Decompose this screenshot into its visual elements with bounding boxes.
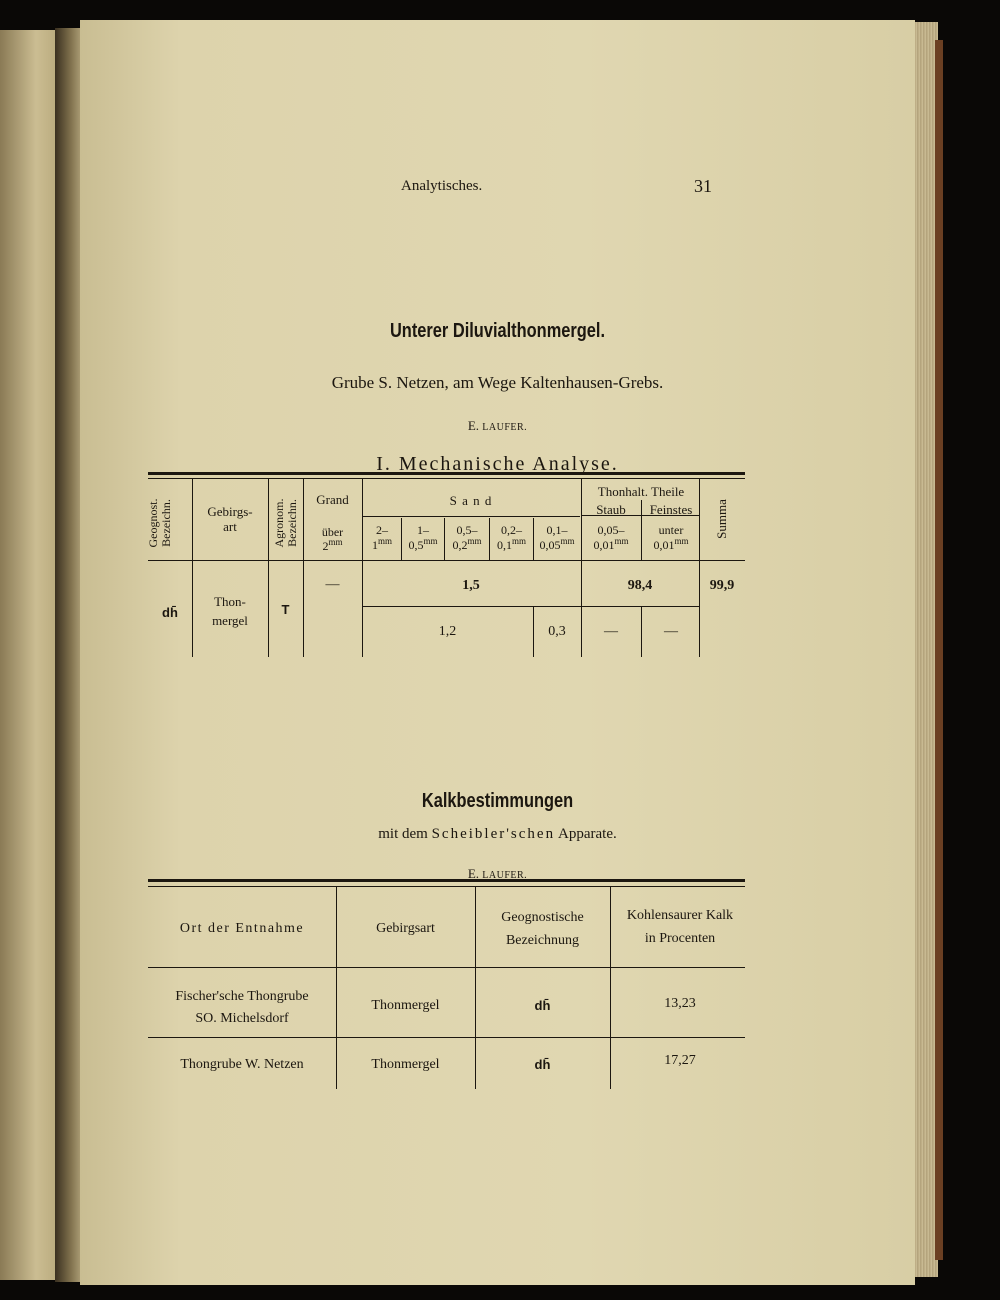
kalk-header-gebirgsart: Gebirgsart <box>376 921 435 936</box>
section-title-2: Kalkbestimmungen <box>421 790 574 812</box>
row-geognost: dh̄ <box>162 605 178 620</box>
row-sand-total: 1,5 <box>462 578 480 593</box>
row-feinstes: — <box>664 624 678 639</box>
header-summa: Summa <box>714 499 729 539</box>
kalk-header-ort: Ort der Entnahme <box>179 921 305 936</box>
author-name: LAUFER. <box>482 422 528 433</box>
kalk-row-1-gebirgsart: Thonmergel <box>371 998 440 1013</box>
header-agronom: Agronom. Bezeichn. <box>272 498 299 548</box>
kalk-row-2-kalk: 17,27 <box>664 1053 696 1068</box>
author-name-2: LAUFER. <box>482 870 528 881</box>
row-staub: — <box>604 624 618 639</box>
header-feinstes-sub: unter $0,01^{mm}$ <box>653 523 689 552</box>
kalk-header-geog: Geognostische Bezeichnung <box>501 910 584 948</box>
header-sand-col-1: 2– $1^{mm}$ <box>371 523 392 552</box>
header-grand: Grand <box>316 492 349 507</box>
row-sand-a: 1,2 <box>438 624 457 639</box>
header-thonhalt: Thonhalt. Theile <box>597 484 685 499</box>
row-grand: — <box>325 577 340 592</box>
section-subtitle: Grube S. Netzen, am Wege Kaltenhausen-Grebs. <box>331 373 664 392</box>
header-staub: Staub <box>596 502 626 517</box>
left-page-edge <box>0 30 60 1280</box>
kalk-row-1-kalk: 13,23 <box>664 996 696 1011</box>
book-page <box>80 20 915 1285</box>
header-sand-col-4: 0,2– $0,1^{mm}$ <box>496 523 526 552</box>
kalk-row-2-geog: dh̄ <box>534 1057 551 1072</box>
header-feinstes: Feinstes <box>649 502 693 517</box>
header-sand-col-5: 0,1– $0,05^{mm}$ <box>539 523 575 552</box>
author-line <box>80 418 915 434</box>
header-staub-sub: 0,05– $0,01^{mm}$ <box>593 523 629 552</box>
author-initial-2: E. <box>467 866 483 881</box>
kalk-row-1-ort: Fischer'sche Thongrube SO. Michelsdorf <box>175 989 309 1026</box>
header-grand-sub: über $2^{mm}$ <box>321 525 344 553</box>
running-head: Analytisches. <box>401 178 483 194</box>
row-agronom: T <box>281 602 290 617</box>
section-title: Unterer Diluvialthonmergel. <box>389 320 606 342</box>
analysis-heading: I. Mechanische Analyse. <box>376 453 619 475</box>
book-cover-edge <box>935 40 943 1260</box>
header-sand: S a n d <box>449 493 493 508</box>
kalk-row-2-ort: Thongrube W. Netzen <box>180 1057 304 1072</box>
row-gebirgsart: Thon- mergel <box>212 594 248 628</box>
author-initial: E. <box>467 418 483 433</box>
kalk-header-kalk: Kohlensaurer Kalk in Procenten <box>626 908 734 946</box>
row-thon-total: 98,4 <box>627 578 653 593</box>
row-summa: 99,9 <box>709 578 735 593</box>
page-number: 31 <box>694 176 712 196</box>
row-sand-b: 0,3 <box>548 624 566 639</box>
header-gebirgsart: Gebirgs- art <box>207 504 253 534</box>
kalk-row-1-geog: dh̄ <box>534 998 551 1013</box>
kalk-row-2-gebirgsart: Thonmergel <box>371 1057 440 1072</box>
header-sand-col-2: 1– $0,5^{mm}$ <box>408 523 438 552</box>
header-geognost: Geognost. Bezeichn. <box>146 498 173 548</box>
section-subtitle-2: mit dem Scheibler'schen Apparate. <box>378 826 617 842</box>
header-sand-col-3: 0,5– $0,2^{mm}$ <box>452 523 482 552</box>
